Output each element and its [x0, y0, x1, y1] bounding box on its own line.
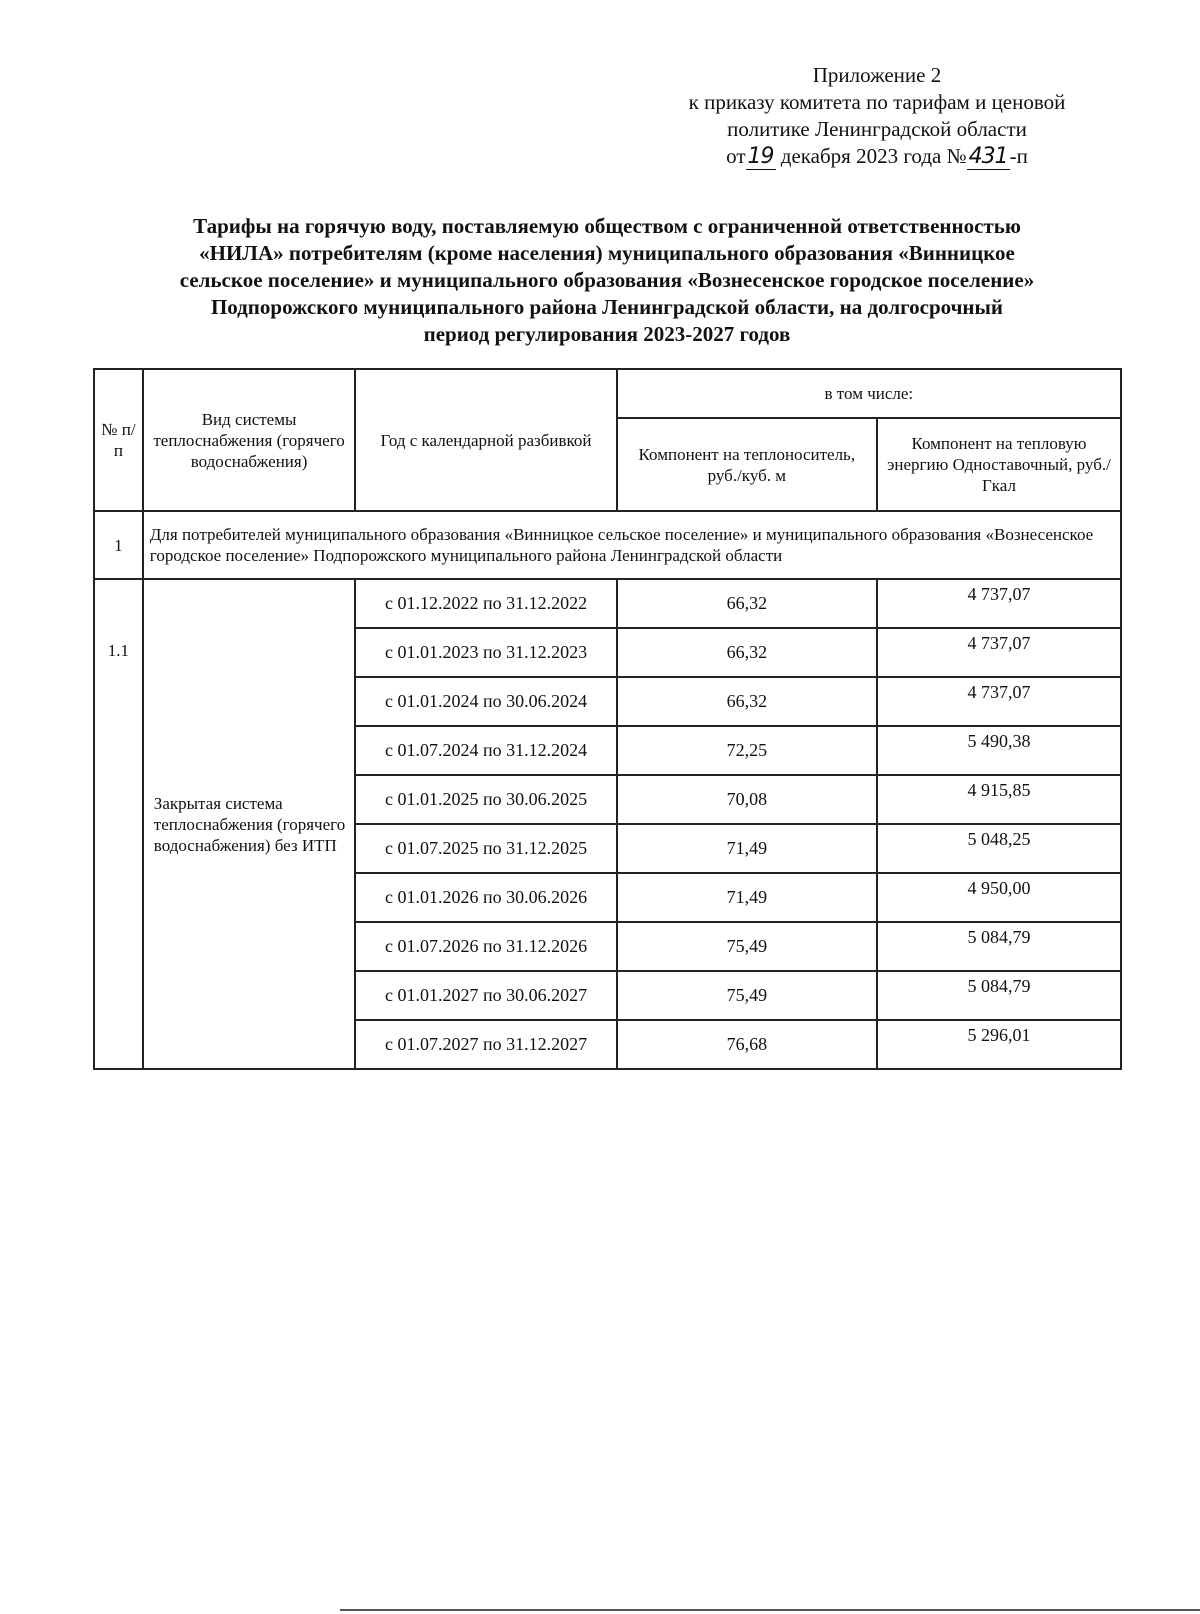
carrier-cell: 66,32: [617, 579, 877, 628]
heat-cell: 5 084,79: [877, 971, 1121, 1020]
date-mid: декабря 2023 года №: [780, 144, 967, 168]
period-cell: с 01.07.2025 по 31.12.2025: [355, 824, 616, 873]
carrier-cell: 75,49: [617, 971, 877, 1020]
header-system: Вид системы теплоснабжения (горячего водоснабжения): [143, 369, 356, 511]
appendix-committee: политике Ленинградской области: [727, 117, 1027, 141]
heat-cell: 4 737,07: [877, 628, 1121, 677]
carrier-cell: 71,49: [617, 873, 877, 922]
carrier-cell: 72,25: [617, 726, 877, 775]
order-suffix: -п: [1009, 144, 1028, 168]
header-including: в том числе:: [617, 369, 1121, 418]
title-line-4: Подпорожского муниципального района Ленинградской области, на долгосрочный: [210, 295, 1004, 319]
title-line-5: период регулирования 2023-2027 годов: [423, 322, 791, 346]
carrier-cell: 75,49: [617, 922, 877, 971]
section-text: Для потребителей муниципального образования «Винницкое сельское поселение» и муниципального образования «Вознесенское городское поселение» Подпорожского муниципального района Ленинградской области: [143, 511, 1121, 579]
section-row: [94, 511, 1121, 579]
heat-cell: 4 737,07: [877, 677, 1121, 726]
header-component-heat: Компонент на тепловую энергию Одноставочный, руб./Гкал: [877, 418, 1121, 511]
document-title: [92, 213, 1122, 348]
heat-cell: 5 296,01: [877, 1020, 1121, 1069]
period-cell: с 01.07.2024 по 31.12.2024: [355, 726, 616, 775]
order-number-handwritten: 431: [968, 144, 1008, 169]
heat-cell: 4 950,00: [877, 873, 1121, 922]
heat-cell: 5 084,79: [877, 922, 1121, 971]
header-period: Год с календарной разбивкой: [355, 369, 616, 511]
title-line-1: Тарифы на горячую воду, поставляемую обществом с ограниченной ответственностью: [193, 214, 1021, 238]
page-bottom-edge: [340, 1609, 1200, 1611]
appendix-date-line: [642, 143, 1112, 170]
period-cell: с 01.07.2027 по 31.12.2027: [355, 1020, 616, 1069]
carrier-cell: 70,08: [617, 775, 877, 824]
header-component-carrier: Компонент на теплоноситель, руб./куб. м: [617, 418, 877, 511]
subsection-num: 1.1: [94, 579, 143, 1069]
title-line-3: сельское поселение» и муниципального образования «Вознесенское городское поселение»: [179, 268, 1035, 292]
period-cell: с 01.01.2024 по 30.06.2024: [355, 677, 616, 726]
date-day-handwritten: 19: [747, 144, 774, 169]
header-num: № п/п: [94, 369, 143, 511]
appendix-header: [642, 62, 1112, 170]
heat-cell: 4 915,85: [877, 775, 1121, 824]
period-cell: с 01.01.2025 по 30.06.2025: [355, 775, 616, 824]
section-num: 1: [94, 511, 143, 579]
subsection-system: Закрытая система теплоснабжения (горячего водоснабжения) без ИТП: [143, 579, 356, 1069]
title-line-2: «НИЛА» потребителям (кроме населения) муниципального образования «Винницкое: [199, 241, 1015, 265]
period-cell: с 01.01.2027 по 30.06.2027: [355, 971, 616, 1020]
carrier-cell: 66,32: [617, 677, 877, 726]
period-cell: с 01.01.2026 по 30.06.2026: [355, 873, 616, 922]
heat-cell: 4 737,07: [877, 579, 1121, 628]
carrier-cell: 71,49: [617, 824, 877, 873]
tariffs-table: [93, 368, 1122, 1070]
period-cell: с 01.07.2026 по 31.12.2026: [355, 922, 616, 971]
carrier-cell: 76,68: [617, 1020, 877, 1069]
date-prefix: от: [726, 144, 746, 168]
carrier-cell: 66,32: [617, 628, 877, 677]
period-cell: с 01.12.2022 по 31.12.2022: [355, 579, 616, 628]
appendix-title: Приложение 2: [812, 63, 942, 87]
period-cell: с 01.01.2023 по 31.12.2023: [355, 628, 616, 677]
heat-cell: 5 490,38: [877, 726, 1121, 775]
table-row: [94, 579, 1121, 628]
appendix-order-ref: к приказу комитета по тарифам и ценовой: [688, 90, 1066, 114]
heat-cell: 5 048,25: [877, 824, 1121, 873]
